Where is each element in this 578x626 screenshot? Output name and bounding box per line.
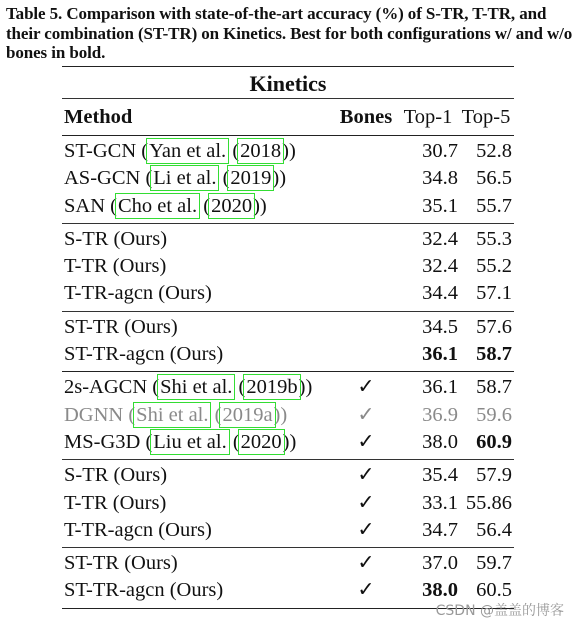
results-table [62, 66, 514, 609]
top5-cell: 57.1 [476, 282, 512, 305]
method-name: S-TR (Ours) [64, 464, 168, 487]
citation-year-link[interactable]: 2019a [222, 403, 273, 426]
top5-cell: 59.7 [476, 552, 512, 575]
header-method: Method [64, 106, 133, 128]
top1-cell: 34.7 [422, 518, 458, 541]
bones-check: ✓ [357, 376, 375, 399]
top1-cell: 36.1 [422, 343, 458, 366]
header-row [62, 99, 514, 135]
top5-cell: 55.2 [476, 255, 512, 278]
citation-author-link[interactable]: Shi et al. [136, 403, 209, 426]
citation-author-link[interactable]: Shi et al. [160, 376, 233, 399]
citation-year-link[interactable]: 2020 [211, 194, 253, 217]
bones-check: ✓ [357, 430, 375, 453]
top5-cell: 55.86 [465, 491, 512, 514]
method-name: 2s-AGCN [64, 376, 148, 399]
method-name: SAN [64, 194, 106, 217]
citation-year-link[interactable]: 2018 [240, 140, 282, 162]
table-row [62, 341, 514, 368]
table-row [62, 226, 514, 253]
top5-cell: 55.3 [476, 227, 512, 250]
citation-author-link[interactable]: Cho et al. [117, 194, 198, 217]
table-row [62, 402, 514, 429]
row-group [62, 224, 514, 311]
top5-cell: 57.9 [476, 464, 512, 487]
table-body [62, 135, 514, 609]
top5-cell: 56.5 [476, 167, 512, 190]
top5-cell: 60.9 [476, 430, 512, 453]
method-name: AS-GCN [64, 167, 141, 190]
top5-cell: 58.7 [476, 376, 512, 399]
top1-cell: 34.8 [422, 167, 458, 190]
table-row [62, 280, 514, 307]
top1-cell: 34.4 [422, 282, 458, 305]
row-group [62, 372, 514, 459]
bones-check: ✓ [357, 403, 375, 426]
method-cell [64, 462, 167, 489]
method-cell [64, 550, 178, 577]
method-name: T-TR-agcn (Ours) [64, 282, 212, 305]
method-cell: SAN (Cho et al. (2020)) [64, 194, 267, 217]
citation-year-link[interactable]: 2019 [230, 167, 272, 190]
top5-cell: 57.6 [476, 315, 512, 338]
method-cell [64, 490, 166, 517]
method-name: MS-G3D [64, 430, 141, 453]
method-cell [64, 314, 178, 341]
top1-cell: 33.1 [422, 491, 458, 514]
header-top1: Top-1 [403, 106, 453, 128]
citation-author-link[interactable]: Li et al. [153, 167, 217, 190]
top5-cell: 60.5 [476, 579, 512, 602]
table-row [62, 429, 514, 456]
table-row [62, 517, 514, 544]
method-name: T-TR (Ours) [64, 255, 167, 278]
table-row [62, 490, 514, 517]
method-cell [64, 341, 223, 368]
row-group [62, 548, 514, 608]
method-cell: DGNN (Shi et al. (2019a)) [64, 403, 288, 426]
bones-check: ✓ [357, 464, 375, 487]
table-row [62, 550, 514, 577]
top1-cell: 36.1 [422, 376, 458, 399]
top5-cell: 58.7 [476, 343, 512, 366]
method-cell [64, 577, 223, 604]
citation-author-link[interactable]: Yan et al. [149, 140, 227, 162]
table-row [62, 314, 514, 341]
method-name: T-TR (Ours) [64, 491, 167, 514]
table-row [62, 253, 514, 280]
bones-check: ✓ [357, 579, 375, 602]
method-cell [64, 517, 212, 544]
method-cell: ST-GCN (Yan et al. (2018)) [64, 140, 296, 162]
top1-cell: 38.0 [422, 579, 458, 602]
top1-cell: 34.5 [422, 315, 458, 338]
method-cell: AS-GCN (Li et al. (2019)) [64, 167, 287, 190]
method-name: DGNN [64, 403, 124, 426]
method-cell: 2s-AGCN (Shi et al. (2019b)) [64, 376, 313, 399]
row-group [62, 460, 514, 547]
top1-cell: 35.1 [422, 194, 458, 217]
method-name: ST-TR (Ours) [64, 552, 178, 575]
method-cell [64, 226, 167, 253]
table-row [62, 462, 514, 489]
method-name: T-TR-agcn (Ours) [64, 518, 212, 541]
table-caption: Table 5. Comparison with state-of-the-art accuracy (%) of S-TR, T-TR, and their combination (ST-TR) on Kinetics. Best for both configurations w/ and w/o bones in bold. [6, 4, 573, 62]
top1-cell: 35.4 [422, 464, 458, 487]
top1-cell: 30.7 [422, 140, 458, 162]
method-cell: MS-G3D (Liu et al. (2020)) [64, 430, 297, 453]
header-top5: Top-5 [461, 106, 511, 128]
top1-cell: 32.4 [422, 255, 458, 278]
top5-cell: 59.6 [476, 403, 512, 426]
bones-check: ✓ [357, 552, 375, 575]
table-row [62, 138, 514, 165]
row-group [62, 136, 514, 223]
method-name: ST-TR-agcn (Ours) [64, 343, 224, 366]
row-group [62, 312, 514, 372]
bones-check: ✓ [357, 518, 375, 541]
watermark: CSDN @盖盖的博客 [435, 603, 564, 619]
top1-cell: 38.0 [422, 430, 458, 453]
header-bones: Bones [339, 106, 393, 128]
method-name: ST-GCN [64, 140, 137, 162]
bones-check: ✓ [357, 491, 375, 514]
citation-year-link[interactable]: 2019b [246, 376, 298, 399]
method-name: S-TR (Ours) [64, 227, 168, 250]
method-cell [64, 253, 166, 280]
table-title: Kinetics [249, 71, 327, 96]
method-name: ST-TR (Ours) [64, 315, 178, 338]
top5-cell: 52.8 [476, 140, 512, 162]
top5-cell: 55.7 [476, 194, 512, 217]
method-cell [64, 280, 212, 307]
top1-cell: 32.4 [422, 227, 458, 250]
citation-year-link[interactable]: 2020 [240, 430, 282, 453]
top5-cell: 56.4 [476, 518, 512, 541]
citation-author-link[interactable]: Liu et al. [153, 430, 227, 453]
top1-cell: 36.9 [422, 403, 458, 426]
table-row [62, 193, 514, 220]
table-row [62, 374, 514, 401]
top1-cell: 37.0 [422, 552, 458, 575]
method-name: ST-TR-agcn (Ours) [64, 579, 224, 602]
table-row [62, 165, 514, 192]
